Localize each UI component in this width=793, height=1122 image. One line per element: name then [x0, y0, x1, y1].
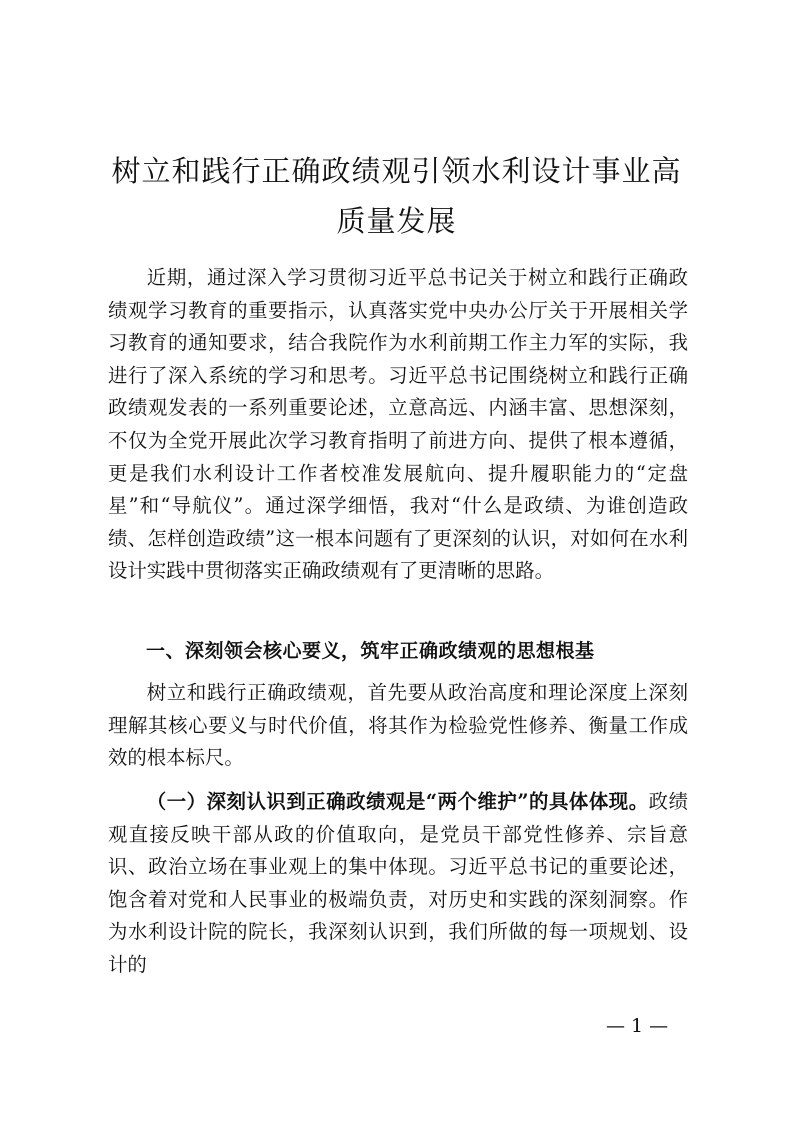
- document-title: 树立和践行正确政绩观引领水利设计事业高质量发展: [111, 154, 682, 238]
- subsection-1-body: 政绩观直接反映干部从政的价值取向，是党员干部党性修养、宗旨意识、政治立场在事业观上的集中体现。习近平总书记的重要论述，饱含着对党和人民事业的极端负责，对历史和实践的深刻洞察。作为水利设计院的院长，我深刻认识到，我们所做的每一项规划、设计的: [108, 790, 688, 976]
- intro-paragraph: 近期，通过深入学习贯彻习近平总书记关于树立和践行正确政绩观学习教育的重要指示，认真落实党中央办公厅关于开展相关学习教育的通知要求，结合我院作为水利前期工作主力军的实际，我进行了深入系统的学习和思考。习近平总书记围绕树立和践行正确政绩观发表的一系列重要论述，立意高远、内涵丰富、思想深刻，不仅为全党开展此次学习教育指明了前进方向、提供了根本遵循，更是我们水利设计工作者校准发展航向、提升履职能力的“定盘星”和“导航仪”。通过深学细悟，我对“什么是政绩、为谁创造政绩、怎样创造政绩”这一根本问题有了更深刻的认识，对如何在水利设计实践中贯彻落实正确政绩观有了更清晰的思路。: [108, 266, 688, 583]
- section-heading-1: 一、深刻领会核心要义，筑牢正确政绩观的思想根基: [146, 640, 595, 662]
- subsection-1-lead: （一）深刻认识到正确政绩观是“两个维护”的具体体现。: [146, 790, 649, 813]
- section-1-body: [108, 677, 688, 775]
- intro-section: [108, 262, 688, 588]
- page-number: — 1 —: [606, 1015, 669, 1037]
- subsection-1: [108, 786, 688, 982]
- subsection-1-paragraph: [108, 786, 688, 982]
- section-1: [108, 635, 688, 668]
- section-1-intro-paragraph: 树立和践行正确政绩观，首先要从政治高度和理论深度上深刻理解其核心要义与时代价值，将其作为检验党性修养、衡量工作成效的根本标尺。: [108, 681, 688, 770]
